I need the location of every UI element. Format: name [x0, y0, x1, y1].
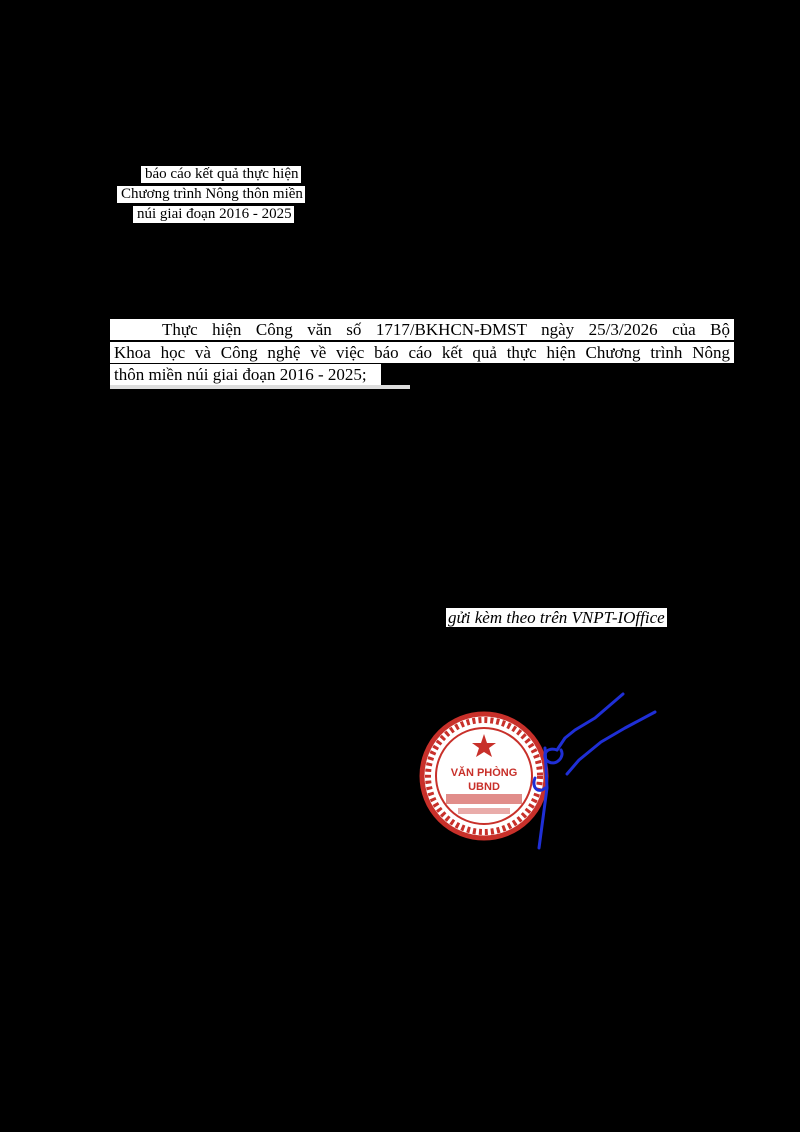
subject-line-1: báo cáo kết quả thực hiện [141, 166, 301, 183]
signature [505, 688, 665, 858]
attachment-note: gửi kèm theo trên VNPT-IOffice [448, 608, 665, 627]
body-line-3: thôn miền núi giai đoạn 2016 - 2025; [110, 364, 381, 385]
svg-text:UBND: UBND [468, 781, 500, 793]
body-line-1: Thực hiện Công văn số 1717/BKHCN-ĐMST ngày 25/3/2026 của Bộ [110, 319, 734, 340]
subject-line-3: núi giai đoạn 2016 - 2025 [133, 206, 294, 223]
svg-text:VĂN PHÒNG: VĂN PHÒNG [450, 767, 518, 779]
body-line-2: Khoa học và Công nghệ về việc báo cáo kết quả thực hiện Chương trình Nông [110, 342, 734, 363]
subject-line-2: Chương trình Nông thôn miền [117, 186, 305, 203]
body-line-4-remnant [110, 385, 410, 389]
